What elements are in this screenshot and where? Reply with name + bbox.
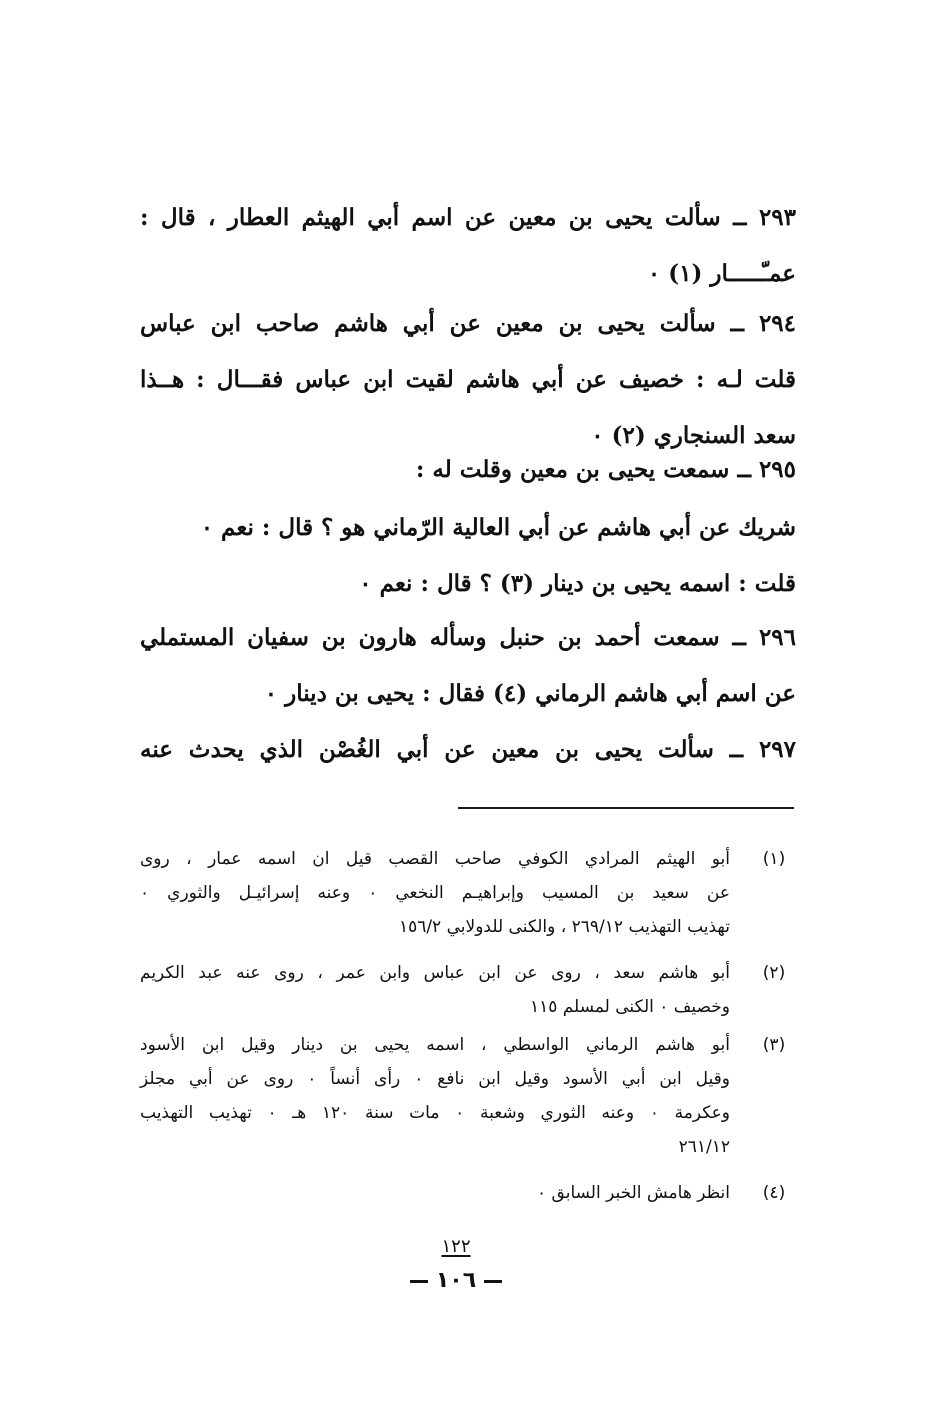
main-text-297 — [140, 722, 796, 778]
paragraph-293 — [140, 190, 796, 302]
dash-decoration — [410, 1280, 428, 1283]
text-line: عن اسم أبي هاشم الرماني (٤) فقال : يحيى بن دينار ٠ — [264, 680, 796, 707]
text-line: سعد السنجاري (٢) ٠ — [591, 422, 796, 449]
footnote-number: (٢) — [762, 963, 786, 983]
current-page-number: ١٠٦ — [435, 1268, 477, 1293]
footnote-3 — [140, 1028, 796, 1164]
footnote-line: وعكرمة ٠ وعنه الثوري وشعبة ٠ مات سنة ١٢٠ هـ ٠ تهذيب التهذيب — [140, 1103, 730, 1123]
footnotes-3 — [140, 1028, 796, 1164]
footnote-line: وخصيف ٠ الكنى لمسلم ١١٥ — [529, 997, 730, 1017]
paragraph-297 — [140, 722, 796, 778]
paragraph-295 — [140, 442, 796, 612]
footnote-line: وقيل ابن أبي الأسود وقيل ابن نافع ٠ رأى أنساً ٠ روى عن أبي مجلز — [140, 1069, 731, 1089]
original-page-number: ١٢٢ — [441, 1236, 471, 1257]
main-text-295 — [140, 442, 796, 612]
footnote-1 — [140, 842, 796, 944]
text-line: شريك عن أبي هاشم عن أبي العالية الرّماني هو ؟ قال : نعم ٠ — [200, 514, 796, 541]
current-page-number-row — [386, 1266, 526, 1296]
text-line: عمـّـــــار (١) ٠ — [647, 260, 796, 287]
text-line: ٢٩٥ ــ سمعت يحيى بن معين وقلت له : — [415, 456, 796, 483]
footnote-2 — [140, 956, 796, 1024]
text-line: ٢٩٤ ــ سألت يحيى بن معين عن أبي هاشم صاحب ابن عباس — [140, 310, 796, 337]
text-line: قلت : اسمه يحيى بن دينار (٣) ؟ قال : نعم ٠ — [359, 570, 796, 597]
main-text-294 — [140, 296, 796, 464]
footnotes-4 — [140, 1176, 796, 1210]
text-line: قلت لـه : خصيف عن أبي هاشم لقيت ابن عباس فقـــال : هــذا — [140, 366, 796, 393]
text-line: ٢٩٦ ــ سمعت أحمد بن حنبل وسأله هارون بن سفيان المستملي — [140, 624, 796, 651]
footnote-line: انظر هامش الخبر السابق ٠ — [536, 1183, 730, 1203]
footnote-line: تهذيب التهذيب ٢٦٩/١٢ ، والكنى للدولابي ١٥٦/٢ — [398, 917, 730, 937]
footnote-line: أبو هاشم سعد ، روى عن ابن عباس وابن عمر ، روى عنه عبد الكريم — [140, 963, 730, 983]
footnote-4 — [140, 1176, 796, 1210]
text-line: ٢٩٧ ــ سألت يحيى بن معين عن أبي الغُصْن الذي يحدث عنه — [140, 736, 796, 763]
main-text — [140, 190, 796, 302]
footnote-number: (٤) — [762, 1183, 786, 1203]
footnote-separator — [458, 807, 794, 809]
footnote-number: (١) — [762, 849, 786, 869]
footnote-number: (٣) — [762, 1035, 786, 1055]
footnotes — [140, 842, 796, 944]
footnote-line: أبو هاشم الرماني الواسطي ، اسمه يحيى بن دينار وقيل ابن الأسود — [140, 1035, 730, 1055]
dash-decoration — [484, 1280, 502, 1283]
footnote-line: ٢٦١/١٢ — [678, 1137, 730, 1157]
paragraph-294 — [140, 296, 796, 464]
footnote-line: عن سعيد بن المسيب وإبراهيـم النخعي ٠ وعنه إسرائيـل والثوري ٠ — [140, 883, 730, 903]
main-text-296 — [140, 610, 796, 722]
footnote-line: أبو الهيثم المرادي الكوفي صاحب القصب قيل ان اسمه عمار ، روى — [140, 849, 730, 869]
footnotes-2 — [140, 956, 796, 1024]
page-number-block — [386, 1236, 526, 1296]
text-line: ٢٩٣ ــ سألت يحيى بن معين عن اسم أبي الهيثم العطار ، قال : — [140, 204, 796, 231]
paragraph-296 — [140, 610, 796, 722]
